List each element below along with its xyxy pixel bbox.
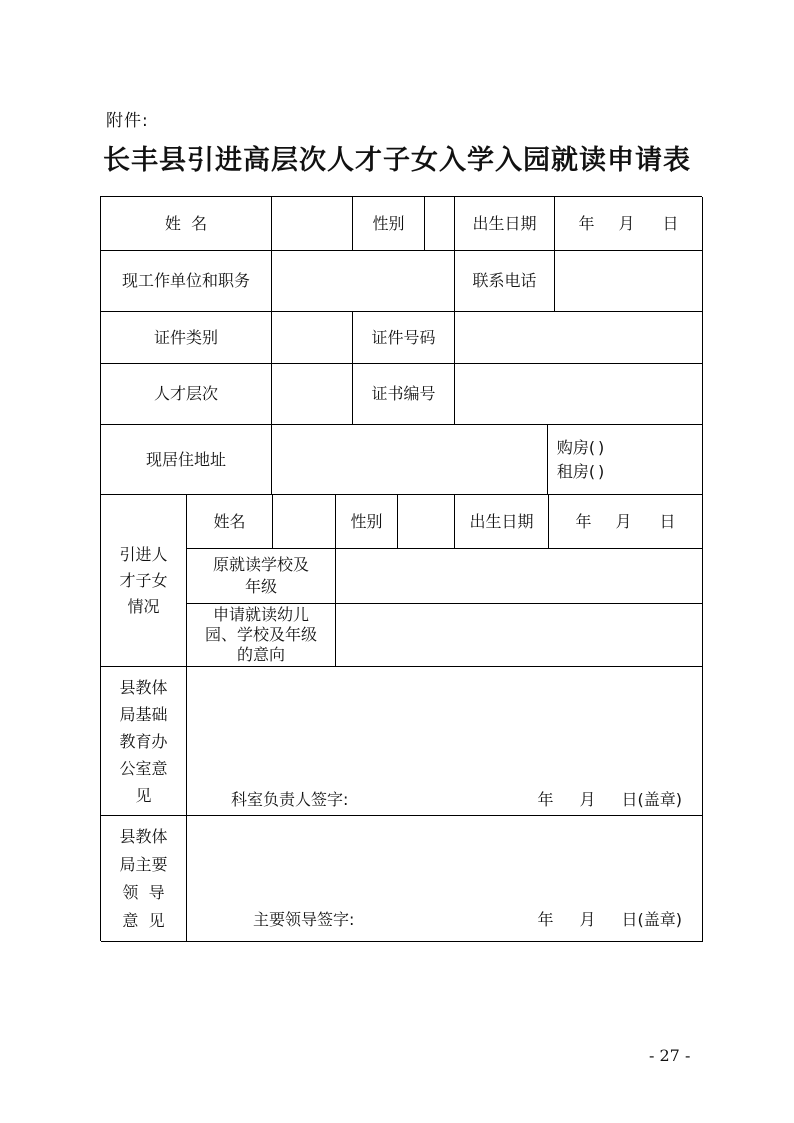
office-signature-label: 科室负责人签字: <box>231 790 349 809</box>
day-label: 日 <box>662 213 679 233</box>
office-signature-line <box>231 789 682 811</box>
applicant-birth-field[interactable] <box>555 197 703 251</box>
month-label: 月 <box>618 213 635 233</box>
bureau-leader-opinion-field[interactable] <box>187 816 703 942</box>
leader-signature-date: 年 月 日(盖章) <box>537 910 682 929</box>
child-section-label: 引进人 才子女 情况 <box>101 495 187 667</box>
rent-option[interactable]: 租房( ) <box>556 461 605 481</box>
certificate-number-label: 证书编号 <box>353 364 455 425</box>
child-name-field[interactable] <box>273 495 336 549</box>
leader-signature-line <box>253 909 682 931</box>
applicant-name-field[interactable] <box>272 197 353 251</box>
applicant-name-label: 姓 名 <box>101 197 272 251</box>
housing-type-options[interactable] <box>548 425 703 495</box>
address-label: 现居住地址 <box>101 425 272 495</box>
child-name-label: 姓名 <box>187 495 273 549</box>
child-birth-label: 出生日期 <box>455 495 549 549</box>
previous-school-label: 原就读学校及 年级 <box>187 549 336 604</box>
intended-school-field[interactable] <box>336 604 703 667</box>
bureau-office-opinion-label: 县教体 局基础 教育办 公室意 见 <box>101 667 187 816</box>
intended-school-label: 申请就读幼儿 园、学校及年级 的意向 <box>187 604 336 667</box>
year-label: 年 <box>575 511 592 531</box>
child-gender-label: 性别 <box>336 495 398 549</box>
purchase-option[interactable]: 购房( ) <box>556 437 605 457</box>
month-label: 月 <box>615 511 632 531</box>
talent-level-field[interactable] <box>272 364 353 425</box>
leader-signature-label: 主要领导签字: <box>253 910 355 929</box>
certificate-number-field[interactable] <box>455 364 703 425</box>
child-gender-field[interactable] <box>398 495 455 549</box>
id-number-field[interactable] <box>455 312 703 364</box>
phone-field[interactable] <box>555 251 703 312</box>
bureau-office-opinion-field[interactable] <box>187 667 703 816</box>
address-field[interactable] <box>272 425 548 495</box>
id-type-field[interactable] <box>272 312 353 364</box>
phone-label: 联系电话 <box>455 251 555 312</box>
application-form-table <box>100 196 702 941</box>
id-number-label: 证件号码 <box>353 312 455 364</box>
applicant-gender-field[interactable] <box>425 197 455 251</box>
applicant-gender-label: 性别 <box>353 197 425 251</box>
talent-level-label: 人才层次 <box>101 364 272 425</box>
previous-school-field[interactable] <box>336 549 703 604</box>
child-birth-field[interactable] <box>549 495 703 549</box>
id-type-label: 证件类别 <box>101 312 272 364</box>
form-title: 长丰县引进高层次人才子女入学入园就读申请表 <box>103 145 691 176</box>
year-label: 年 <box>578 213 595 233</box>
office-signature-date: 年 月 日(盖章) <box>537 790 682 809</box>
employer-label: 现工作单位和职务 <box>101 251 272 312</box>
day-label: 日 <box>659 511 676 531</box>
applicant-birth-label: 出生日期 <box>455 197 555 251</box>
bureau-leader-opinion-label: 县教体 局主要 领 导 意 见 <box>101 816 187 942</box>
employer-field[interactable] <box>272 251 455 312</box>
page-number: - 27 - <box>649 1046 691 1065</box>
attachment-label: 附件: <box>106 111 149 131</box>
